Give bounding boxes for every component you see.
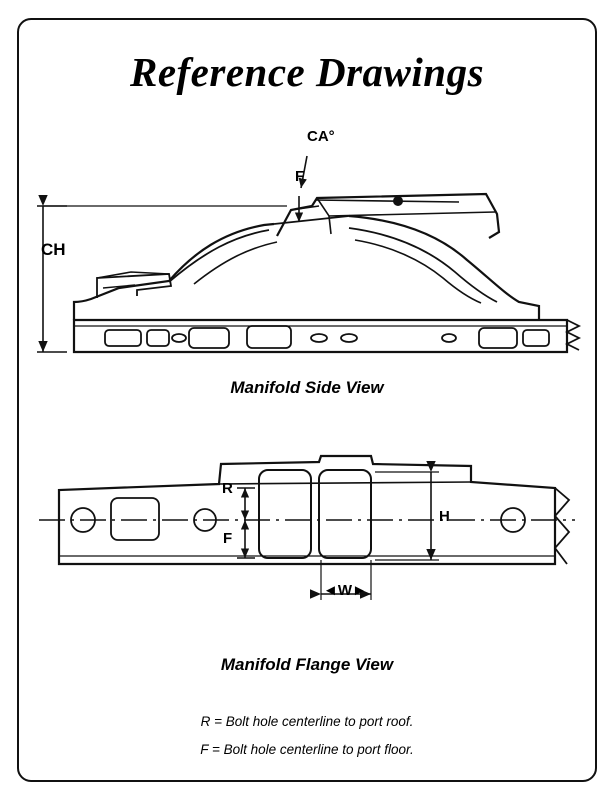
page-title: Reference Drawings [129, 49, 485, 95]
legend-line-r: R = Bolt hole centerline to port roof. [200, 714, 414, 729]
label-carb-height: CH [41, 240, 66, 259]
f-dimension-line [237, 520, 255, 558]
label-width: ◄W► [323, 582, 367, 599]
reference-drawings-sheet [17, 18, 597, 782]
ch-dimension-line [37, 206, 67, 352]
manifold-side-view-drawing [37, 156, 579, 352]
break-line-icon [567, 320, 579, 350]
carb-center-dot [393, 196, 403, 206]
caption-side-view: Manifold Side View [230, 378, 384, 397]
break-line-icon [555, 488, 569, 564]
h-dimension-line [375, 472, 439, 560]
label-height: H [439, 508, 450, 525]
manifold-flange-view-drawing [39, 456, 575, 600]
legend-line-f: F = Bolt hole centerline to port floor. [200, 742, 414, 757]
ca-leader [299, 156, 307, 222]
label-carb-angle-marker: F [295, 168, 305, 185]
label-floor: F [223, 530, 233, 547]
label-roof: R [222, 480, 233, 497]
label-carb-angle: CA° [307, 128, 335, 145]
r-dimension-line [237, 488, 255, 520]
caption-flange-view: Manifold Flange View [220, 655, 394, 674]
